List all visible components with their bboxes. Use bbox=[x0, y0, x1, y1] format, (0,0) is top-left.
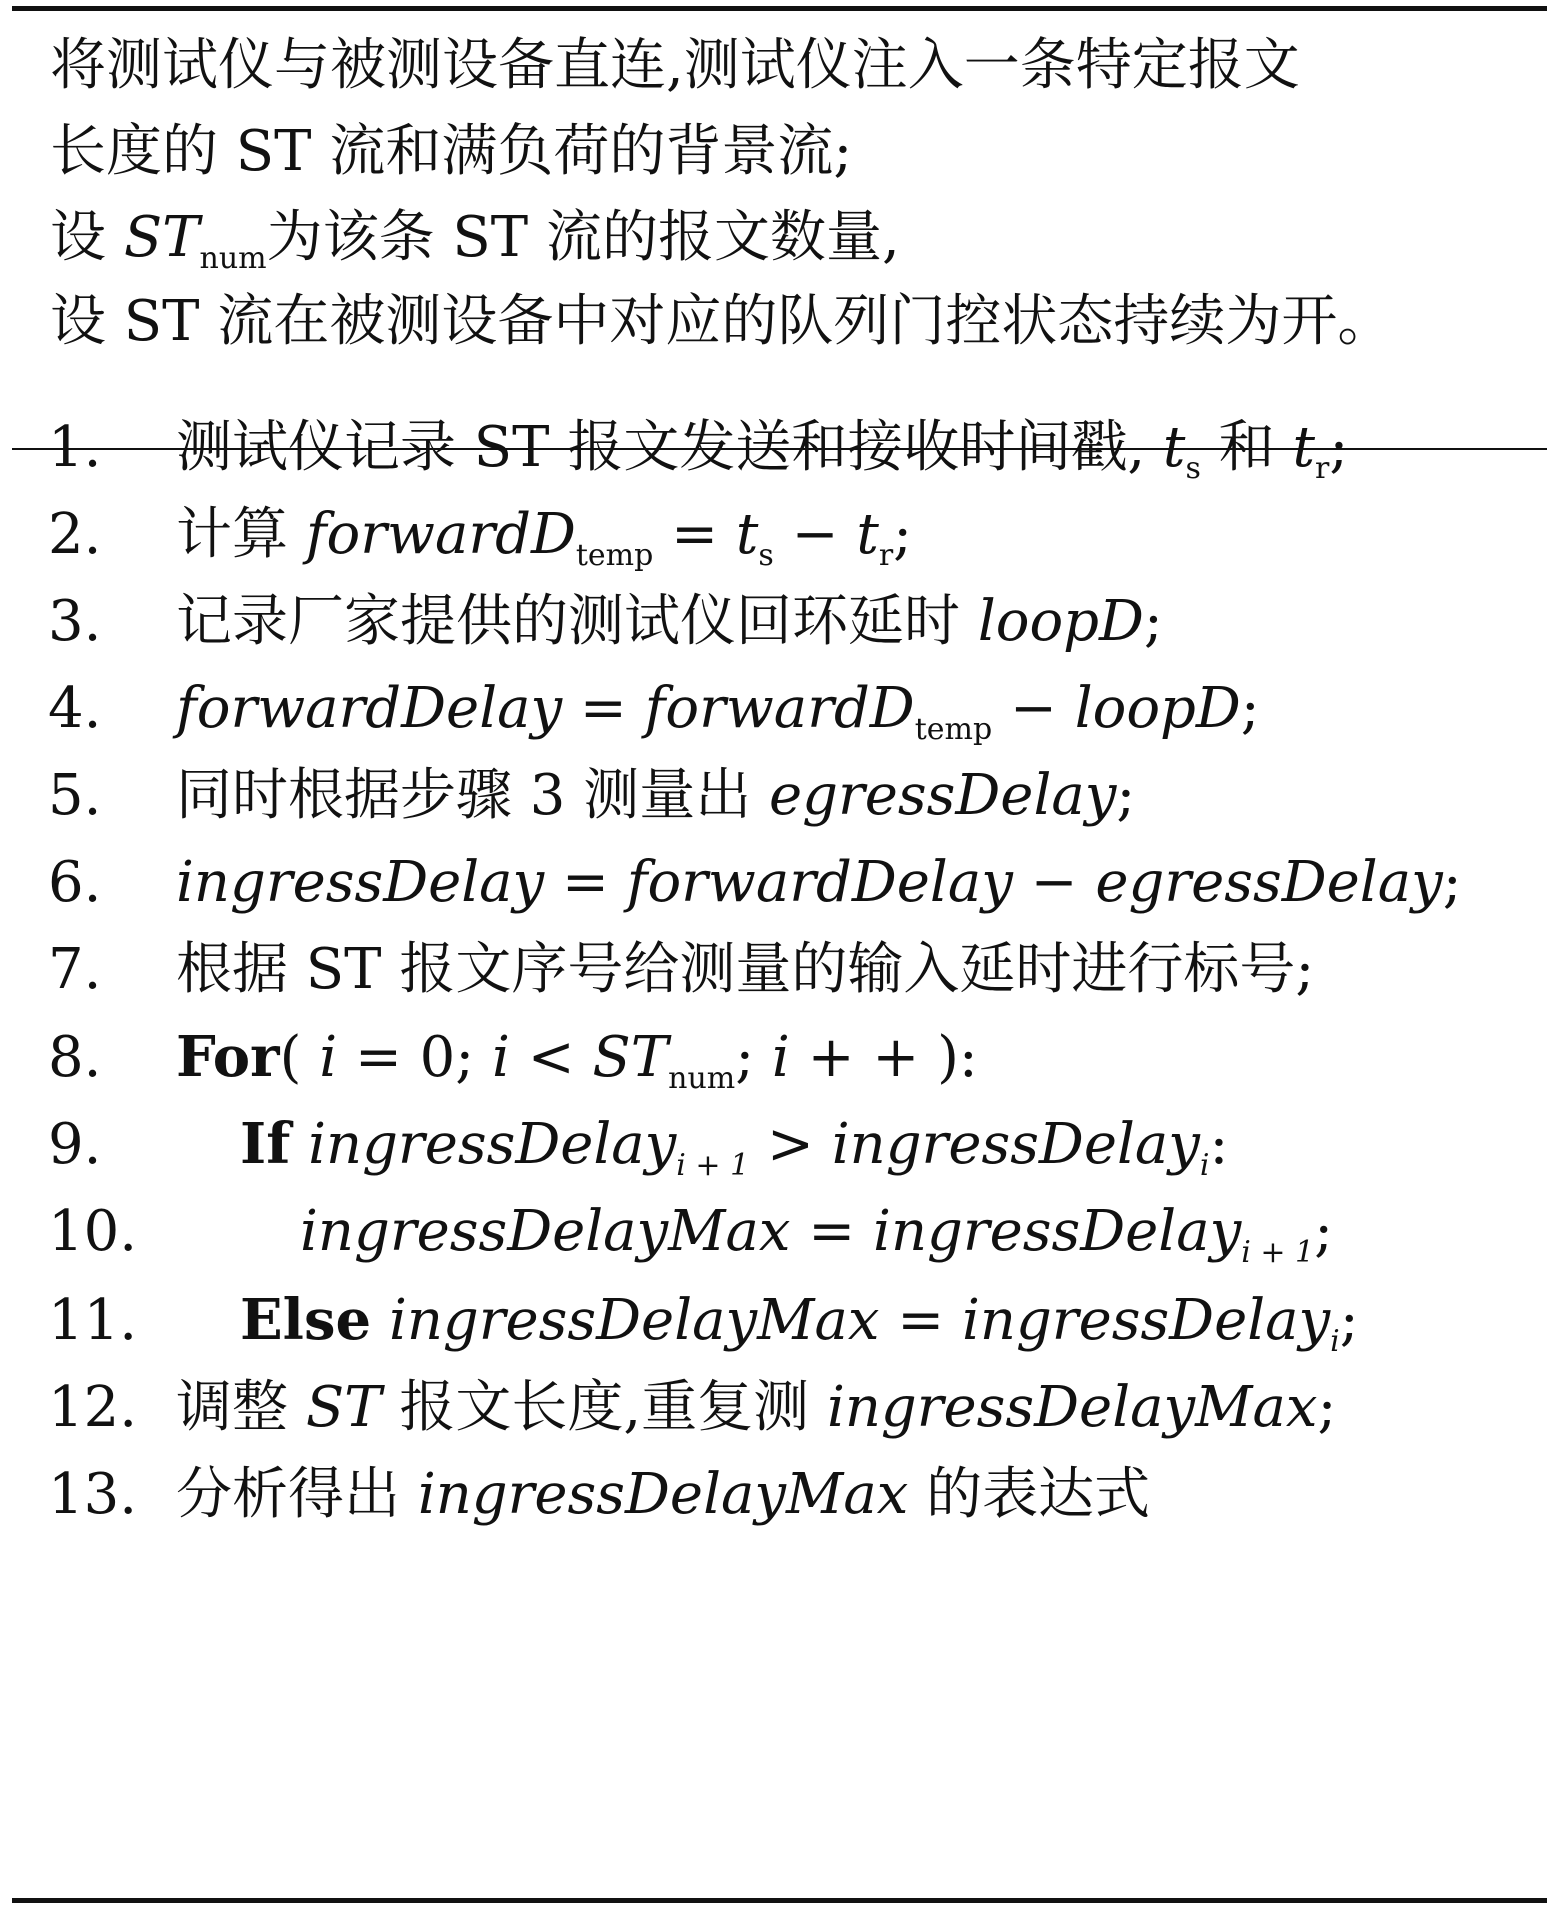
step-2: 2. 计算 forwardD$_{temp}$ = $t_s - t_r$; bbox=[48, 502, 913, 573]
step-number: 10. bbox=[48, 1199, 138, 1264]
step-6: 6. ingressDelay = forwardDelay − egressDelay; bbox=[48, 850, 1462, 915]
step-9: 9. If ingressDelay$_{i + 1}$ > ingressDelay$_i$: bbox=[48, 1111, 1229, 1183]
step-number: 6. bbox=[48, 850, 102, 915]
step-number: 12. bbox=[48, 1375, 138, 1440]
precondition-line-2: 长度的 ST 流和满负荷的背景流; bbox=[50, 119, 853, 184]
top-rule bbox=[12, 6, 1547, 11]
keyword-if: If bbox=[240, 1111, 291, 1177]
step-13: 13. 分析得出 ingressDelayMax 的表达式 bbox=[48, 1462, 1151, 1527]
step-number: 5. bbox=[48, 763, 102, 828]
step-number: 8. bbox=[48, 1025, 102, 1090]
step-1: 1. 测试仪记录 ST 报文发送和接收时间戳, $t_s$ 和 $t_r$; bbox=[48, 415, 1349, 486]
step-4: 4. forwardDelay = forwardD$_{temp}$ − loopD; bbox=[48, 676, 1260, 747]
step-number: 13. bbox=[48, 1462, 138, 1527]
step-number: 2. bbox=[48, 502, 102, 567]
keyword-else: Else bbox=[240, 1287, 372, 1353]
step-10: 10. ingressDelayMax = ingressDelay$_{i + 1}$; bbox=[48, 1199, 1333, 1270]
step-3: 3. 记录厂家提供的测试仪回环延时 loopD; bbox=[48, 589, 1163, 654]
step-12: 12. 调整 ST 报文长度,重复测 ingressDelayMax; bbox=[48, 1375, 1337, 1440]
step-5: 5. 同时根据步骤 3 测量出 egressDelay; bbox=[48, 763, 1136, 828]
precondition-line-3: 设 $ST_{num}$为该条 ST 流的报文数量, bbox=[50, 205, 900, 276]
step-number: 9. bbox=[48, 1112, 102, 1177]
step-number: 3. bbox=[48, 589, 102, 654]
step-number: 1. bbox=[48, 415, 102, 480]
step-11: 11. Else ingressDelayMax = ingressDelay$_i$; bbox=[48, 1287, 1359, 1359]
bottom-rule bbox=[12, 1898, 1547, 1903]
step-number: 7. bbox=[48, 937, 102, 1002]
step-number: 4. bbox=[48, 676, 102, 741]
step-8: 8. For( i = 0; $i < ST_{num}$; i + + ): bbox=[48, 1024, 978, 1096]
precondition-line-1: 将测试仪与被测设备直连,测试仪注入一条特定报文 bbox=[50, 33, 1300, 98]
step-7: 7. 根据 ST 报文序号给测量的输入延时进行标号; bbox=[48, 937, 1315, 1002]
precondition-line-4: 设 ST 流在被测设备中对应的队列门控状态持续为开。 bbox=[50, 289, 1394, 354]
keyword-for: For bbox=[176, 1024, 280, 1090]
step-number: 11. bbox=[48, 1288, 138, 1353]
